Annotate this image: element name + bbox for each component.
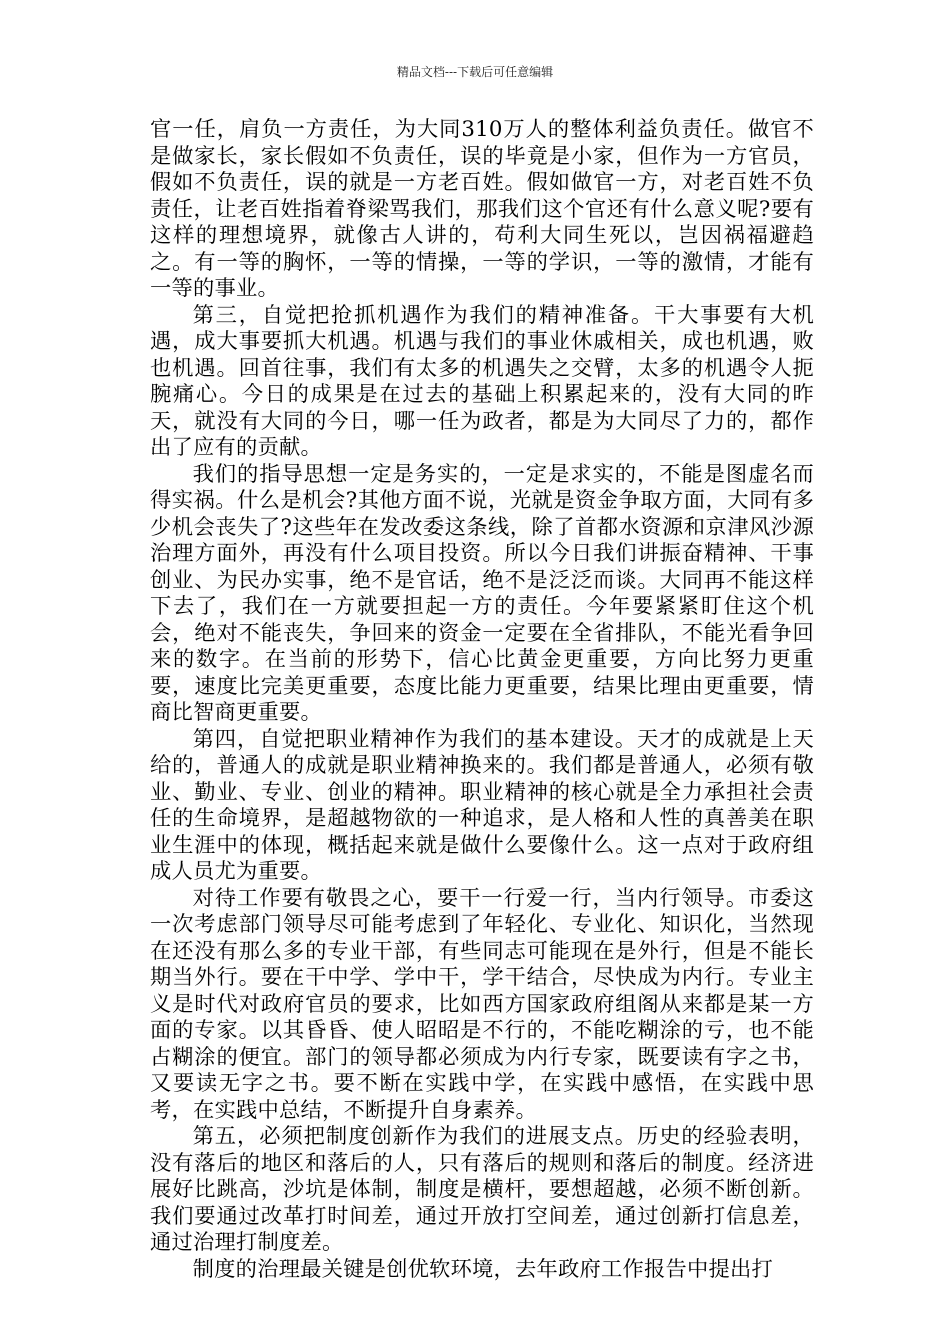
document-body xyxy=(150,117,814,1283)
paragraph-2: 第三，自觉把抢抓机遇作为我们的精神准备。干大事要有大机遇，成大事要抓大机遇。机遇与我们的事业休戚相关，成也机遇，败也机遇。回首往事，我们有太多的机遇失之交臂，太多的机遇令人扼腕痛心。今日的成果是在过去的基础上积累起来的，没有大同的昨天，就没有大同的今日，哪一任为政者，都是为大同尽了力的，都作出了应有的贡献。 xyxy=(150,302,814,460)
paragraph-1: 官一任，肩负一方责任，为大同310万人的整体利益负责任。做官不是做家长，家长假如不负责任，误的毕竟是小家，但作为一方官员，假如不负责任，误的就是一方老百姓。假如做官一方，对老百姓不负责任，让老百姓指着脊梁骂我们，那我们这个官还有什么意义呢?要有这样的理想境界，就像古人讲的，苟利大同生死以，岂因祸福避趋之。有一等的胸怀，一等的情操，一等的学识，一等的激情，才能有一等的事业。 xyxy=(150,117,814,301)
paragraph-6: 第五，必须把制度创新作为我们的进展支点。历史的经验表明，没有落后的地区和落后的人，只有落后的规则和落后的制度。经济进展好比跳高，沙坑是体制，制度是横杆，要想超越，必须不断创新。我们要通过改革打时间差，通过开放打空间差，通过创新打信息差，通过治理打制度差。 xyxy=(150,1124,814,1255)
paragraph-4: 第四，自觉把职业精神作为我们的基本建设。天才的成就是上天给的，普通人的成就是职业精神换来的。我们都是普通人，必须有敬业、勤业、专业、创业的精神。职业精神的核心就是全力承担社会责任的生命境界，是超越物欲的一种追求，是人格和人性的真善美在职业生涯中的体现，概括起来就是做什么要像什么。这一点对于政府组成人员尤为重要。 xyxy=(150,726,814,884)
paragraph-3: 我们的指导思想一定是务实的，一定是求实的，不能是图虚名而得实祸。什么是机会?其他方面不说，光就是资金争取方面，大同有多少机会丧失了?这些年在发改委这条线，除了首都水资源和京津风沙源治理方面外，再没有什么项目投资。所以今日我们讲振奋精神、干事创业、为民办实事，绝不是官话，绝不是泛泛而谈。大同再不能这样下去了，我们在一方就要担起一方的责任。今年要紧紧盯住这个机会，绝对不能丧失，争回来的资金一定要在全省排队，不能光看争回来的数字。在当前的形势下，信心比黄金更重要，方向比努力更重要，速度比完美更重要，态度比能力更重要，结果比理由更重要，情商比智商更重要。 xyxy=(150,461,814,725)
page-header: 精品文档---下载后可任意编辑 xyxy=(396,65,554,79)
paragraph-5: 对待工作要有敬畏之心，要干一行爱一行，当内行领导。市委这一次考虑部门领导尽可能考虑到了年轻化、专业化、知识化，当然现在还没有那么多的专业干部，有些同志可能现在是外行，但是不能长期当外行。要在干中学、学中干，学干结合，尽快成为内行。专业主义是时代对政府官员的要求，比如西方国家政府组阁从来都是某一方面的专家。以其昏昏、使人昭昭是不行的，不能吃糊涂的亏，也不能占糊涂的便宜。部门的领导都必须成为内行专家，既要读有字之书，又要读无字之书。要不断在实践中学，在实践中感悟，在实践中思考，在实践中总结，不断提升自身素养。 xyxy=(150,885,814,1123)
paragraph-7: 制度的治理最关键是创优软环境，去年政府工作报告中提出打 xyxy=(192,1256,774,1282)
